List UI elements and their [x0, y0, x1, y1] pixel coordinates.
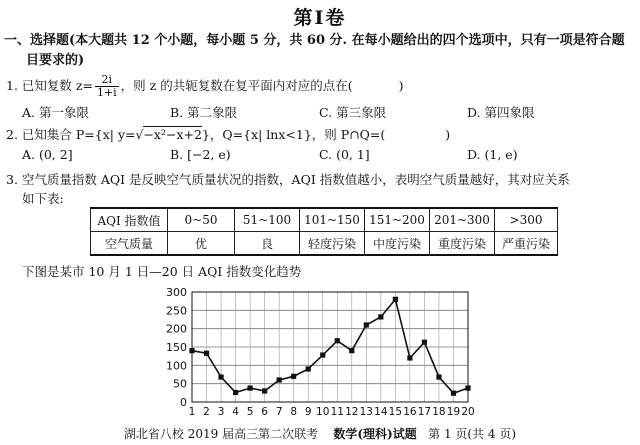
question-2	[6, 125, 450, 143]
table-cell: AQI 指数值	[91, 208, 168, 232]
data-point	[306, 366, 311, 371]
series-line	[192, 299, 468, 393]
q1-fraction	[95, 74, 119, 99]
q2-option-d: D. (1, e)	[467, 147, 518, 162]
data-point	[189, 348, 194, 353]
y-tick-label: 200	[166, 322, 187, 336]
x-tick-label: 16	[403, 406, 417, 418]
x-tick-label: 11	[330, 406, 344, 418]
q1-option-d: D. 第四象限	[467, 105, 535, 120]
x-tick-label: 19	[446, 406, 461, 418]
x-tick-label: 18	[432, 406, 446, 418]
table-cell: >300	[495, 208, 558, 232]
x-tick-label: 5	[246, 406, 254, 418]
data-point	[320, 352, 325, 357]
footer-exam: 湖北省八校 2019 届高三第二次联考	[123, 427, 319, 441]
table-cell: 严重污染	[495, 232, 558, 256]
aqi-line-chart	[150, 284, 480, 424]
q2-sqrt-body: −x²−x+2	[143, 127, 202, 142]
data-point	[262, 388, 267, 393]
q2-option-c: C. (0, 1]	[319, 147, 370, 162]
data-point	[349, 348, 354, 353]
q2-option-a: A. (0, 2]	[22, 147, 73, 162]
data-point	[364, 322, 369, 327]
q2-option-b: B. [−2, e)	[170, 147, 231, 162]
page-footer	[0, 425, 640, 442]
table-cell: 重度污染	[430, 232, 495, 256]
question-1	[6, 74, 404, 99]
table-row	[91, 208, 558, 232]
question-3: 3. 空气质量指数 AQI 是反映空气质量状况的指数，AQI 指数值越小，表明空气质量越好，其对应关系	[6, 172, 570, 187]
data-point	[407, 355, 412, 360]
y-tick-label: 300	[166, 286, 187, 299]
data-point	[436, 374, 441, 379]
table-cell: 101~150	[300, 208, 365, 232]
data-point	[218, 374, 223, 379]
q2-mid: }，Q={x| lnx<1}，则 P∩Q=	[201, 127, 381, 142]
x-tick-label: 3	[217, 406, 225, 418]
footer-page: 第 1 页(共 4 页)	[428, 427, 517, 441]
y-tick-label: 250	[166, 304, 187, 318]
data-point	[277, 377, 282, 382]
q2-paren-open: (	[380, 127, 386, 142]
q1-option-a: A. 第一象限	[22, 105, 89, 120]
sqrt-icon: √	[135, 127, 144, 142]
table-cell: 轻度污染	[300, 232, 365, 256]
table-cell: 151~200	[365, 208, 430, 232]
question-3-cont: 如下表:	[22, 191, 64, 206]
table-cell: 201~300	[430, 208, 495, 232]
q1-option-b: B. 第二象限	[170, 105, 238, 120]
y-tick-label: 150	[166, 341, 187, 354]
q1-prefix: 1. 已知复数 z=	[6, 78, 93, 93]
q2-paren-close: )	[445, 127, 451, 142]
q1-frac-num: 2i	[95, 74, 119, 87]
table-cell: 优	[168, 232, 235, 256]
x-tick-label: 10	[316, 406, 330, 418]
data-point	[451, 391, 456, 396]
x-tick-label: 6	[261, 406, 268, 418]
data-point	[422, 340, 427, 345]
page-title: 第Ⅰ卷	[293, 7, 347, 29]
table-cell: 空气质量	[91, 232, 168, 256]
data-point	[248, 385, 253, 390]
q1-option-c: C. 第三象限	[319, 105, 387, 120]
table-row	[91, 232, 558, 256]
y-tick-label: 100	[166, 359, 187, 373]
footer-subject: 数学(理科)试题	[333, 427, 417, 441]
y-tick-label: 50	[173, 377, 187, 391]
x-tick-label: 4	[232, 406, 239, 418]
q2-prefix: 2. 已知集合 P={x| y=	[6, 127, 136, 142]
x-tick-label: 8	[290, 406, 298, 418]
x-tick-label: 17	[417, 406, 432, 418]
data-point	[204, 351, 209, 356]
x-tick-label: 1	[188, 406, 196, 418]
data-point	[335, 338, 340, 343]
q1-paren-open: (	[347, 78, 353, 93]
data-point	[393, 297, 398, 302]
x-tick-label: 15	[388, 406, 403, 418]
x-tick-label: 2	[203, 406, 210, 418]
section-heading: 一、选择题(本大题共 12 个小题，每小题 5 分，共 60 分. 在每小题给出的四个选项中，只有一项是符合题	[4, 33, 625, 48]
q1-paren-close: )	[398, 78, 404, 93]
table-cell: 0~50	[168, 208, 235, 232]
q1-frac-den: 1+i	[96, 86, 117, 99]
x-tick-label: 13	[359, 406, 374, 418]
x-tick-label: 20	[461, 406, 475, 418]
data-point	[465, 385, 470, 390]
data-point	[291, 374, 296, 379]
q1-stem: ，则 z 的共轭复数在复平面内对应的点在	[120, 78, 348, 93]
y-tick-label: 0	[180, 396, 187, 409]
chart-caption: 下图是某市 10 月 1 日—20 日 AQI 指数变化趋势	[22, 264, 302, 279]
data-point	[378, 314, 383, 319]
x-tick-label: 9	[304, 406, 312, 418]
table-cell: 良	[235, 232, 300, 256]
x-tick-label: 14	[374, 406, 388, 418]
aqi-table	[90, 207, 558, 256]
x-tick-label: 12	[345, 406, 359, 418]
table-cell: 中度污染	[365, 232, 430, 256]
data-point	[233, 390, 238, 395]
section-heading-cont: 目要求的)	[26, 53, 85, 68]
x-tick-label: 7	[275, 406, 283, 418]
table-cell: 51~100	[235, 208, 300, 232]
